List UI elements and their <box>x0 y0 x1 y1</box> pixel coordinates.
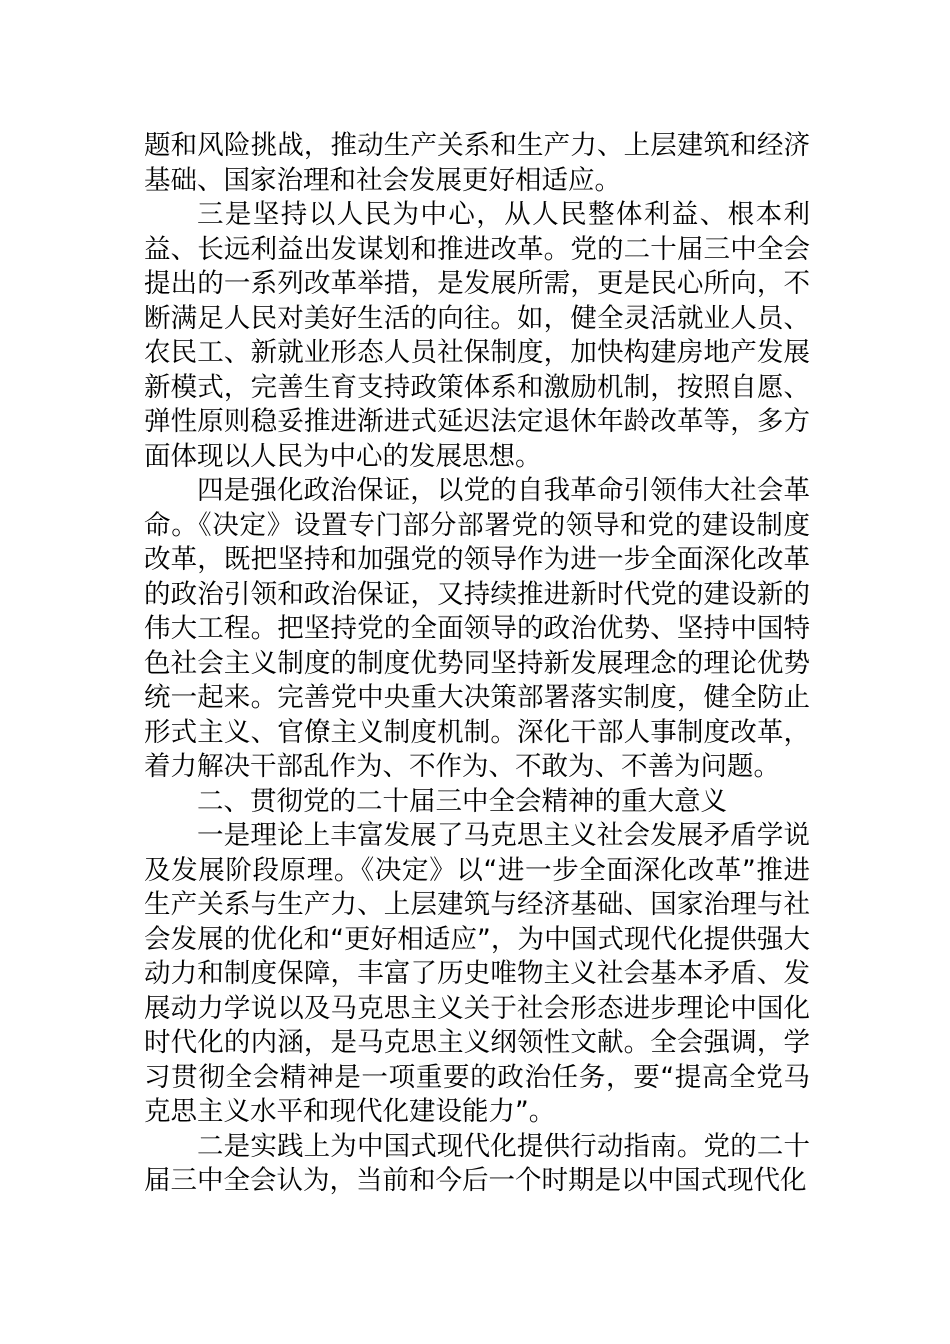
document-body <box>144 129 810 1199</box>
paragraph-continuation: 题和风险挑战，推动生产关系和生产力、上层建筑和经济基础、国家治理和社会发展更好相适应。 <box>144 130 810 196</box>
paragraph-significance-two: 二是实践上为中国式现代化提供行动指南。党的二十届三中全会认为，当前和今后一个时期是以中国式现代化 <box>144 1130 810 1196</box>
paragraph-point-four: 四是强化政治保证，以党的自我革命引领伟大社会革命。《决定》设置专门部分部署党的领导和党的建设制度改革，既把坚持和加强党的领导作为进一步全面深化改革的政治引领和政治保证，又持续推进新时代党的建设新的伟大工程。把坚持党的全面领导的政治优势、坚持中国特色社会主义制度的制度优势同坚持新发展理念的理论优势统一起来。完善党中央重大决策部署落实制度，健全防止形式主义、官僚主义制度机制。深化干部人事制度改革，着力解决干部乱作为、不作为、不敢为、不善为问题。 <box>144 475 810 782</box>
section-heading: 二、贯彻党的二十届三中全会精神的重大意义 <box>197 785 727 817</box>
paragraph-point-three: 三是坚持以人民为中心，从人民整体利益、根本利益、长远利益出发谋划和推进改革。党的二十届三中全会提出的一系列改革举措，是发展所需，更是民心所向，不断满足人民对美好生活的向往。如，健全灵活就业人员、农民工、新就业形态人员社保制度，加快构建房地产发展新模式，完善生育支持政策体系和激励机制，按照自愿、弹性原则稳妥推进渐进式延迟法定退休年龄改革等，多方面体现以人民为中心的发展思想。 <box>144 199 810 472</box>
paragraph-significance-one: 一是理论上丰富发展了马克思主义社会发展矛盾学说及发展阶段原理。《决定》以“进一步全面深化改革”推进生产关系与生产力、上层建筑与经济基础、国家治理与社会发展的优化和“更好相适应”，为中国式现代化提供强大动力和制度保障，丰富了历史唯物主义社会基本矛盾、发展动力学说以及马克思主义关于社会形态进步理论中国化时代化的内涵，是马克思主义纲领性文献。全会强调，学习贯彻全会精神是一项重要的政治任务，要“提高全党马克思主义水平和现代化建设能力”。 <box>144 820 810 1127</box>
